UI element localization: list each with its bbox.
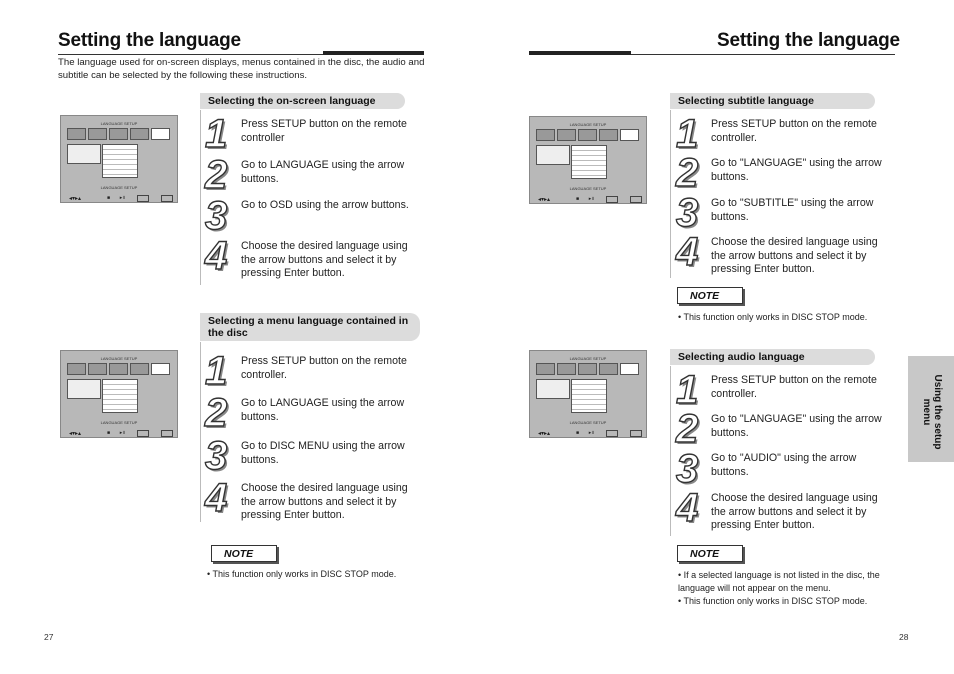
screen-title: LANGUAGE SETUP xyxy=(569,356,607,361)
step-number: 1 xyxy=(676,368,699,412)
stop-play-icons: ■ ▸॥ xyxy=(107,195,126,201)
section-heading-osd: Selecting the on-screen language xyxy=(200,93,405,109)
screen-icon xyxy=(130,128,149,140)
screen-icon xyxy=(88,363,107,375)
screen-language-list xyxy=(571,379,607,413)
arrow-keys-icon: ◂▾▸▴ xyxy=(538,431,551,437)
screen-language-list xyxy=(102,144,138,178)
section-heading-disc-menu: Selecting a menu language contained in the disc xyxy=(200,313,420,341)
screen-subtitle: LANGUAGE SETUP xyxy=(100,185,138,190)
screen-icon xyxy=(67,363,86,375)
enter-key-icon xyxy=(606,430,618,437)
stop-play-icons: ■ ▸॥ xyxy=(576,430,595,436)
section-divider xyxy=(670,366,671,536)
step-number: 3 xyxy=(676,447,699,491)
note-label: NOTE xyxy=(211,545,277,562)
screen-menu xyxy=(67,379,101,399)
step-text: Go to LANGUAGE using the arrow buttons. xyxy=(241,159,405,185)
screen-icon xyxy=(88,128,107,140)
screen-icon xyxy=(578,129,597,141)
right-title-rule-accent xyxy=(529,51,631,55)
screen-icon xyxy=(578,363,597,375)
screen-icon xyxy=(536,129,555,141)
screen-language-list xyxy=(571,145,607,179)
step-text: Press SETUP button on the remote controller. xyxy=(711,374,877,400)
screen-title: LANGUAGE SETUP xyxy=(569,122,607,127)
stop-play-icons: ■ ▸॥ xyxy=(107,430,126,436)
language-setup-screen xyxy=(60,350,178,438)
section-divider xyxy=(200,342,201,522)
step-number: 1 xyxy=(205,349,228,393)
step-text: Press SETUP button on the remote controller xyxy=(241,118,407,144)
screen-icon xyxy=(151,363,170,375)
screen-icon xyxy=(67,128,86,140)
screen-icon xyxy=(557,129,576,141)
stop-play-icons: ■ ▸॥ xyxy=(576,196,595,202)
intro-text: The language used for on-screen displays, menus contained in the disc, the audio and subtitle can be selected by the following these instructions. xyxy=(58,57,425,81)
note-text: • This function only works in DISC STOP mode. xyxy=(678,312,868,322)
section-heading-audio: Selecting audio language xyxy=(670,349,875,365)
screen-icon-row xyxy=(67,363,170,375)
screen-menu xyxy=(67,144,101,164)
screen-icon xyxy=(599,129,618,141)
note-text: • If a selected language is not listed in the disc, the language will not appear on the menu. xyxy=(678,570,880,593)
enter-key-icon xyxy=(137,430,149,437)
screen-subtitle: LANGUAGE SETUP xyxy=(569,420,607,425)
step-number: 1 xyxy=(205,112,228,156)
screen-title: LANGUAGE SETUP xyxy=(100,356,138,361)
language-setup-screen xyxy=(60,115,178,203)
step-text: Choose the desired language using the arrow buttons and select it by pressing Enter button. xyxy=(711,236,878,275)
step-text: Choose the desired language using the arrow buttons and select it by pressing Enter button. xyxy=(241,240,408,279)
section-divider xyxy=(670,110,671,278)
screen-menu xyxy=(536,379,570,399)
screen-subtitle: LANGUAGE SETUP xyxy=(569,186,607,191)
step-number: 4 xyxy=(205,476,228,520)
note-label: NOTE xyxy=(677,545,743,562)
enter-key-icon xyxy=(137,195,149,202)
step-number: 2 xyxy=(205,391,228,435)
setup-key-icon xyxy=(630,430,642,437)
arrow-keys-icon: ◂▾▸▴ xyxy=(538,197,551,203)
enter-key-icon xyxy=(606,196,618,203)
step-text: Go to LANGUAGE using the arrow buttons. xyxy=(241,397,405,423)
step-text: Go to "LANGUAGE" using the arrow buttons. xyxy=(711,413,882,439)
step-number: 1 xyxy=(676,112,699,156)
step-text: Press SETUP button on the remote controller. xyxy=(241,355,407,381)
screen-icon xyxy=(130,363,149,375)
step-text: Choose the desired language using the arrow buttons and select it by pressing Enter button. xyxy=(711,492,878,531)
setup-key-icon xyxy=(161,430,173,437)
step-number: 2 xyxy=(205,153,228,197)
arrow-keys-icon: ◂▾▸▴ xyxy=(69,431,82,437)
step-number: 2 xyxy=(676,151,699,195)
step-text: Go to OSD using the arrow buttons. xyxy=(241,199,409,211)
section-divider xyxy=(200,110,201,285)
page-number-right: 28 xyxy=(899,632,909,642)
setup-key-icon xyxy=(630,196,642,203)
right-page-title: Setting the language xyxy=(717,30,900,51)
screen-language-list xyxy=(102,379,138,413)
screen-icon xyxy=(557,363,576,375)
step-text: Go to DISC MENU using the arrow buttons. xyxy=(241,440,405,466)
page-number-left: 27 xyxy=(44,632,54,642)
screen-icon xyxy=(109,363,128,375)
screen-icon xyxy=(536,363,555,375)
screen-title: LANGUAGE SETUP xyxy=(100,121,138,126)
step-number: 3 xyxy=(205,194,228,238)
screen-icon-row xyxy=(67,128,170,140)
step-text: Choose the desired language using the arrow buttons and select it by pressing Enter button. xyxy=(241,482,408,521)
step-text: Go to "LANGUAGE" using the arrow buttons. xyxy=(711,157,882,183)
screen-subtitle: LANGUAGE SETUP xyxy=(100,420,138,425)
step-text: Go to "AUDIO" using the arrow buttons. xyxy=(711,452,857,478)
step-number: 4 xyxy=(676,230,699,274)
screen-icon xyxy=(599,363,618,375)
section-heading-subtitle: Selecting subtitle language xyxy=(670,93,875,109)
screen-icon xyxy=(109,128,128,140)
setup-key-icon xyxy=(161,195,173,202)
step-number: 2 xyxy=(676,407,699,451)
step-text: Press SETUP button on the remote controller. xyxy=(711,118,877,144)
side-tab-label: Using the setup menu xyxy=(921,374,943,450)
screen-icon xyxy=(151,128,170,140)
step-number: 4 xyxy=(205,234,228,278)
language-setup-screen xyxy=(529,350,647,438)
step-number: 4 xyxy=(676,486,699,530)
screen-icon xyxy=(620,363,639,375)
note-label: NOTE xyxy=(677,287,743,304)
language-setup-screen xyxy=(529,116,647,204)
arrow-keys-icon: ◂▾▸▴ xyxy=(69,196,82,202)
note-text: • This function only works in DISC STOP mode. xyxy=(678,596,868,606)
note-text: • This function only works in DISC STOP mode. xyxy=(207,569,397,579)
screen-icon-row xyxy=(536,363,639,375)
step-number: 3 xyxy=(205,434,228,478)
step-text: Go to "SUBTITLE" using the arrow buttons. xyxy=(711,197,874,223)
screen-icon xyxy=(620,129,639,141)
left-title-rule-accent xyxy=(323,51,424,55)
screen-icon-row xyxy=(536,129,639,141)
screen-menu xyxy=(536,145,570,165)
left-page-title: Setting the language xyxy=(58,30,241,51)
step-number: 3 xyxy=(676,191,699,235)
